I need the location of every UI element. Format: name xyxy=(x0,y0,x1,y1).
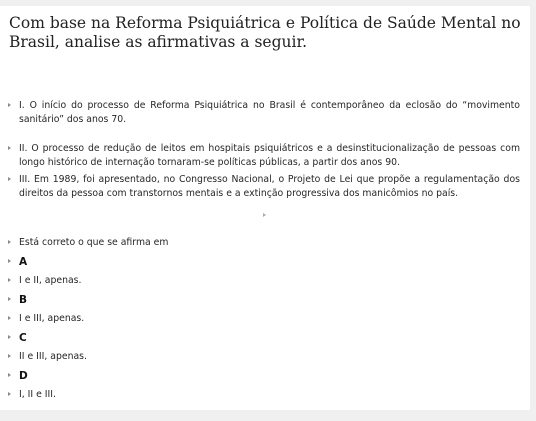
bullet-icon xyxy=(8,392,11,396)
option-a-letter[interactable] xyxy=(8,255,520,269)
bullet-icon xyxy=(8,354,11,358)
bullet-icon xyxy=(263,213,266,217)
question-title: Com base na Reforma Psiquiátrica e Política de Saúde Mental no Brasil, analise as afirmativas a seguir. xyxy=(9,14,521,51)
bullet-icon xyxy=(8,103,11,107)
statement-text: III. Em 1989, foi apresentado, no Congresso Nacional, o Projeto de Lei que propõe a regulamentação dos direitos da pessoa com transtornos mentais e a extinção progressiva dos manicômios no país. xyxy=(19,174,520,199)
bullet-icon xyxy=(8,297,11,301)
option-c-letter[interactable] xyxy=(8,331,520,345)
option-d-text[interactable] xyxy=(8,388,520,402)
option-c-text[interactable] xyxy=(8,350,520,364)
option-letter: A xyxy=(19,256,28,268)
question-card xyxy=(0,6,530,410)
statement-text: I. O início do processo de Reforma Psiquiátrica no Brasil é contemporâneo da eclosão do “movimento sanitário” dos anos 70. xyxy=(19,100,520,125)
option-letter: C xyxy=(19,332,27,344)
bullet-icon xyxy=(8,146,11,150)
option-text: II e III, apenas. xyxy=(19,351,87,362)
statement-text: II. O processo de redução de leitos em hospitais psiquiátricos e a desinstitucionalização de pessoas com longo histórico de internação tornaram-se políticas públicas, a partir dos anos 90. xyxy=(19,143,520,168)
option-d-letter[interactable] xyxy=(8,369,520,383)
option-text: I e III, apenas. xyxy=(19,313,85,324)
bullet-icon xyxy=(8,278,11,282)
statement-1 xyxy=(8,99,520,127)
statement-3 xyxy=(8,173,520,201)
option-letter: D xyxy=(19,370,28,382)
option-text: I e II, apenas. xyxy=(19,275,82,286)
bullet-icon xyxy=(8,335,11,339)
bullet-icon xyxy=(8,177,11,181)
option-b-letter[interactable] xyxy=(8,293,520,307)
bullet-icon xyxy=(8,259,11,263)
bullet-icon xyxy=(8,316,11,320)
prompt-text: Está correto o que se afirma em xyxy=(19,237,169,248)
question-prompt xyxy=(8,236,520,250)
option-a-text[interactable] xyxy=(8,274,520,288)
statement-2 xyxy=(8,142,520,170)
option-text: I, II e III. xyxy=(19,389,56,400)
option-b-text[interactable] xyxy=(8,312,520,326)
bullet-icon xyxy=(8,240,11,244)
bullet-icon xyxy=(8,373,11,377)
option-letter: B xyxy=(19,294,28,306)
